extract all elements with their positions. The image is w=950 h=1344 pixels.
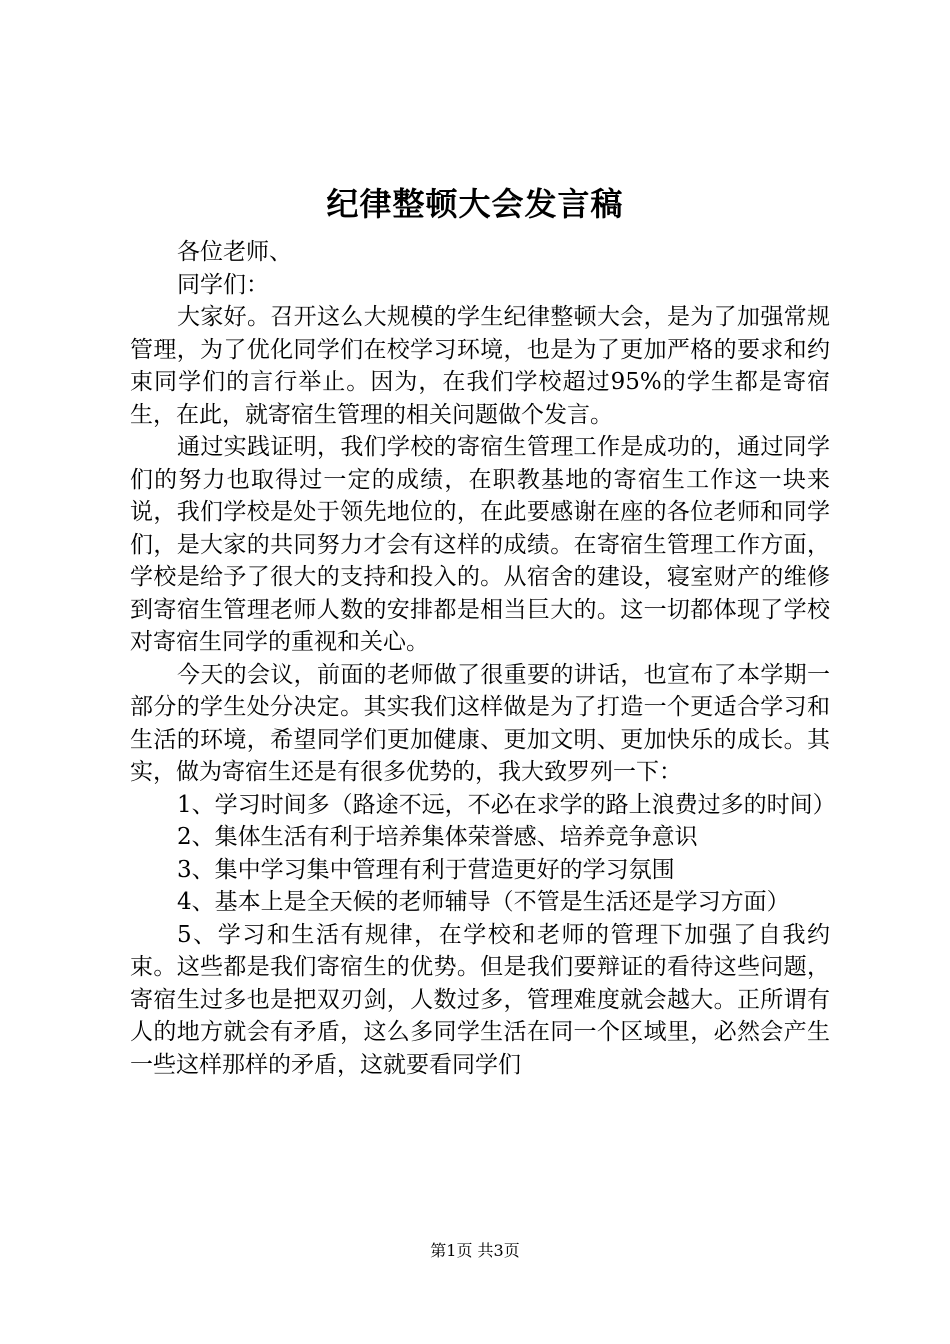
- salutation-line: 同学们：: [177, 271, 269, 298]
- page-footer: 第1页 共3页: [430, 1241, 520, 1260]
- paragraph: 通过实践证明，我们学校的寄宿生管理工作是成功的，通过同学们的努力也取得过一定的成绩，在职教基地的寄宿生工作这一块来说，我们学校是处于领先地位的，在此要感谢在座的各位老师和同学们，是大家的共同努力才会有这样的成绩。在寄宿生管理工作方面，学校是给予了很大的支持和投入的。从宿舍的建设，寝室财产的维修到寄宿生管理老师人数的安排都是相当巨大的。这一切都体现了学校对寄宿生同学的重视和关心。: [130, 434, 830, 655]
- salutation-line: 各位老师、: [177, 239, 292, 265]
- list-item: 1、学习时间多（路途不远，不必在求学的路上浪费过多的时间）: [177, 791, 836, 818]
- list-item: 5、学习和生活有规律，在学校和老师的管理下加强了自我约束。这些都是我们寄宿生的优势。但是我们要辩证的看待这些问题，寄宿生过多也是把双刃剑，人数过多，管理难度就会越大。正所谓有人的地方就会有矛盾，这么多同学生活在同一个区域里，必然会产生一些这样那样的矛盾，这就要看同学们: [130, 921, 830, 1078]
- paragraph: 大家好。召开这么大规模的学生纪律整顿大会，是为了加强常规管理，为了优化同学们在校学习环境，也是为了更加严格的要求和约束同学们的言行举止。因为，在我们学校超过95%的学生都是寄宿生，在此，就寄宿生管理的相关问题做个发言。: [130, 304, 830, 428]
- document-title: 纪律整顿大会发言稿: [326, 185, 624, 223]
- list-item: 4、基本上是全天候的老师辅导（不管是生活还是学习方面）: [177, 889, 790, 915]
- document-body: [130, 236, 836, 1081]
- list-item: 2、集体生活有利于培养集体荣誉感、培养竞争意识: [177, 824, 698, 850]
- paragraph: 今天的会议，前面的老师做了很重要的讲话，也宣布了本学期一部分的学生处分决定。其实我们这样做是为了打造一个更适合学习和生活的环境，希望同学们更加健康、更加文明、更加快乐的成长。其实，做为寄宿生还是有很多优势的，我大致罗列一下：: [130, 661, 830, 785]
- list-item: 3、集中学习集中管理有利于营造更好的学习氛围: [177, 856, 675, 883]
